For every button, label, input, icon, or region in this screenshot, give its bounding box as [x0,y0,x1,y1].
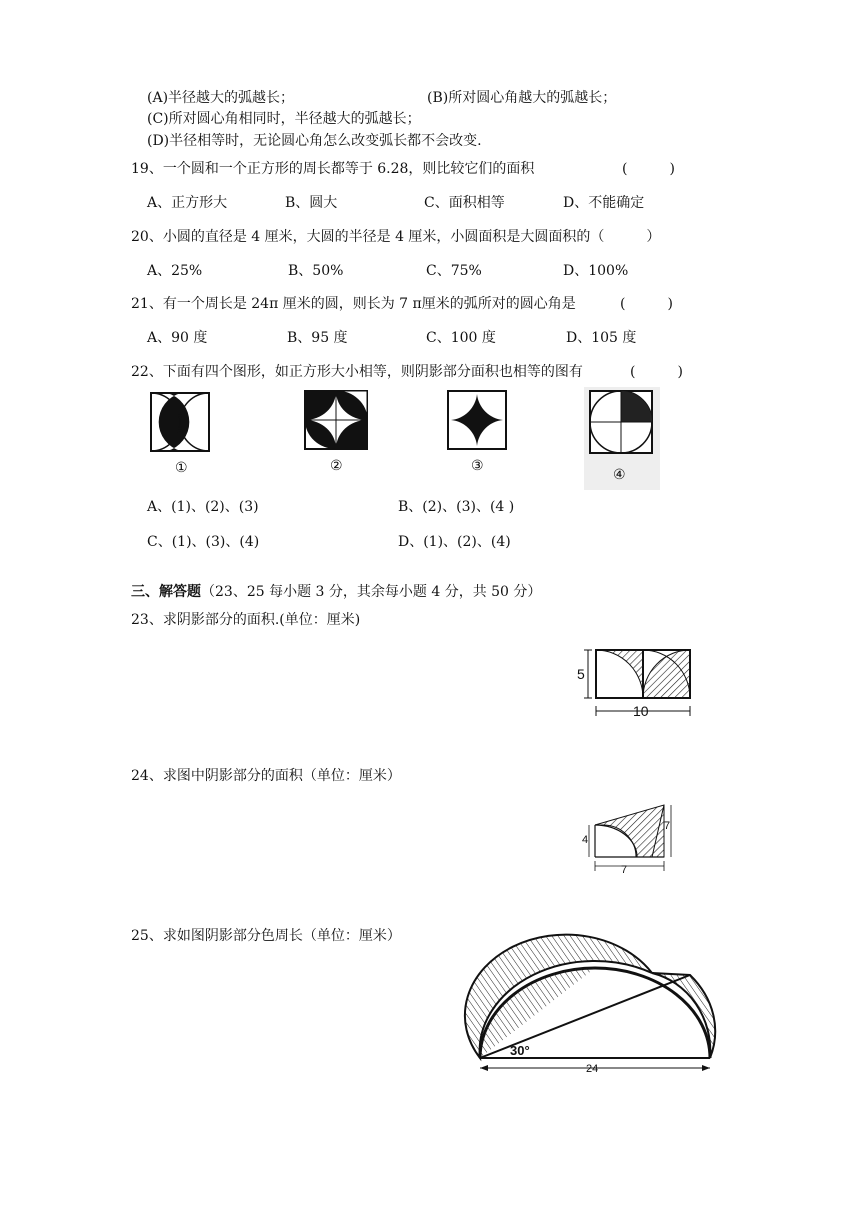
q23-height-label: 5 [577,666,585,682]
q19-option-b: B、圆大 [285,195,338,211]
q22-option-a: A、(1)、(2)、(3) [147,499,259,515]
q18-option-b: (B)所对圆心角越大的弧越长； [427,90,617,106]
q22-stem: 22、下面有四个图形，如正方形大小相等，则阴影部分面积也相等的图有 [131,364,583,380]
section-title: 三、解答题 [131,584,201,600]
q19-paren: ( ) [622,161,675,177]
q18-option-c: (C)所对圆心角相同时，半径越大的弧越长； [147,111,421,127]
q22-option-c: C、(1)、(3)、(4) [147,534,260,550]
q20-option-a: A、25% [147,263,203,279]
q18-option-d: (D)半径相等时，无论圆心角怎么改变弧长都不会改变. [147,133,482,149]
q21-option-a: A、90 度 [147,330,208,346]
figure-label-3: ③ [471,458,484,474]
q21-option-c: C、100 度 [426,330,496,346]
q20-option-b: B、50% [288,263,344,279]
figure-label-1: ① [175,460,188,476]
figure-label-2: ② [330,458,343,474]
q19-option-a: A、正方形大 [147,195,228,211]
q19-option-c: C、面积相等 [424,195,505,211]
q25-angle-label: 30° [510,1043,530,1058]
q24-bottom-label: 7 [621,864,628,876]
figure-label-4: ④ [613,467,626,483]
q20-stem: 20、小圆的直径是 4 厘米，大圆的半径是 4 厘米，小圆面积是大圆面积的（ ） [131,229,661,245]
q20-option-c: C、75% [426,263,482,279]
q19-stem: 19、一个圆和一个正方形的周长都等于 6.28，则比较它们的面积 [131,161,535,177]
q21-option-d: D、105 度 [566,330,637,346]
q21-paren: ( ) [620,296,673,312]
q19-option-d: D、不能确定 [563,195,645,211]
q22-option-b: B、(2)、(3)、(4 ) [398,499,515,515]
q24-stem: 24、求图中阴影部分的面积（单位：厘米） [131,768,401,784]
q21-stem: 21、有一个周长是 24π 厘米的圆，则长为 7 π厘米的弧所对的圆心角是 [131,296,576,312]
q21-option-b: B、95 度 [287,330,348,346]
q23-width-label: 10 [633,703,649,719]
q22-option-d: D、(1)、(2)、(4) [398,534,511,550]
q23-stem: 23、求阴影部分的面积.(单位：厘米) [131,612,361,628]
q25-stem: 25、求如图阴影部分色周长（单位：厘米） [131,928,401,944]
q24-left-label: 4 [582,834,589,846]
q25-bottom-label: 24 [586,1063,599,1075]
q18-option-a: (A)半径越大的弧越长； [147,90,295,106]
section-note: （23、25 每小题 3 分，其余每小题 4 分，共 50 分） [201,584,542,600]
q24-right-label: 7 [664,820,671,832]
q22-paren: ( ) [630,364,683,380]
q20-option-d: D、100% [563,263,629,279]
